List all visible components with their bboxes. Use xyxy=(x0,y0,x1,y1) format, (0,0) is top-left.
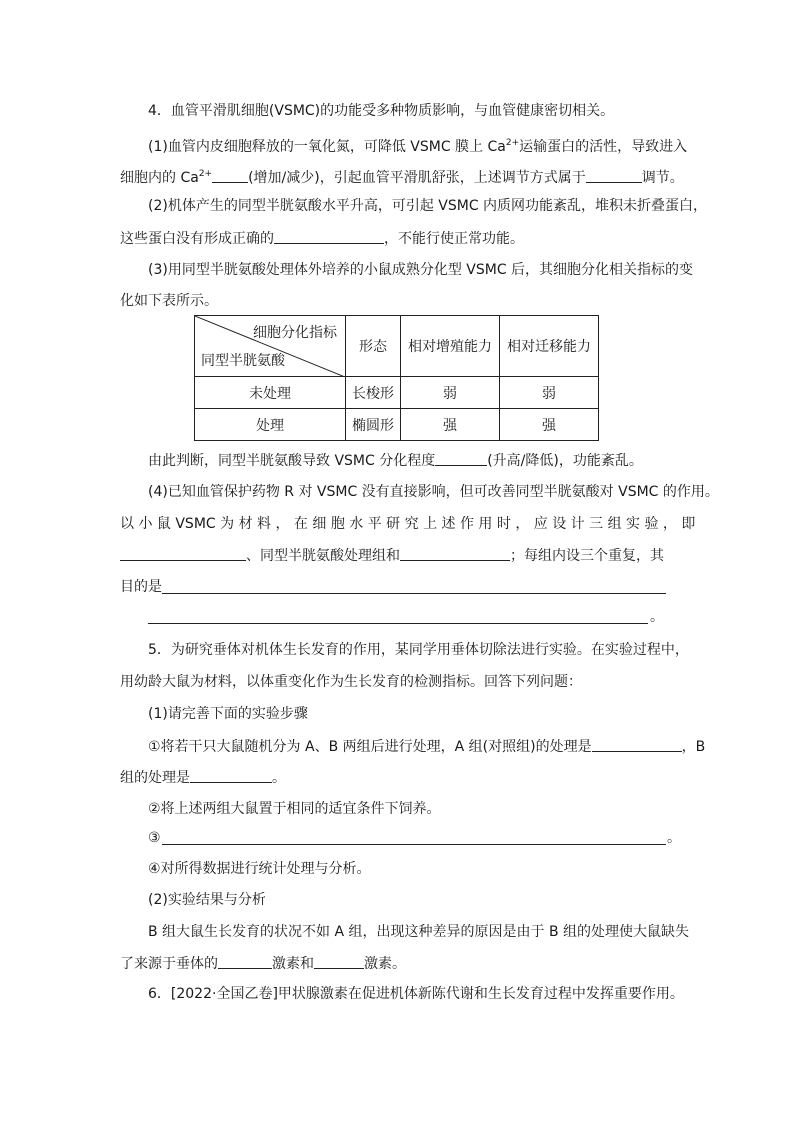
q4-part3-conclusion xyxy=(148,450,643,471)
q5-step2: ②将上述两组大鼠置于相同的适宜条件下饲养。 xyxy=(148,801,441,817)
superscript: 2+ xyxy=(505,138,520,148)
table-header: 相对迁移能力 xyxy=(500,316,599,377)
q5-result-text-b3: 激素。 xyxy=(364,956,406,972)
q5-step4: ④对所得数据进行统计处理与分析。 xyxy=(148,861,371,877)
answer-blank[interactable] xyxy=(274,228,384,244)
table-corner-cell xyxy=(195,316,346,377)
table-cell: 未处理 xyxy=(195,377,346,409)
corner-bottom-label: 同型半胱氨酸 xyxy=(201,353,285,369)
superscript: 2+ xyxy=(198,169,213,179)
table-cell: 处理 xyxy=(195,409,346,441)
answer-line[interactable] xyxy=(162,592,666,594)
answer-blank[interactable] xyxy=(120,545,246,561)
q4-part1-text-b3: 调节。 xyxy=(641,170,684,186)
corner-top-label: 细胞分化指标 xyxy=(253,325,337,341)
q4-part3-text-c1: 由此判断，同型半胱氨酸导致 VSMC 分化程度 xyxy=(148,453,436,469)
q4-part4-line3 xyxy=(120,545,664,566)
answer-blank[interactable] xyxy=(592,736,682,752)
answer-blank[interactable] xyxy=(314,953,364,969)
q4-part4-line1: (4)已知血管保护药物 R 对 VSMC 没有直接影响，但可改善同型半胱氨酸对 VSMC 的作用。 xyxy=(148,484,719,500)
q4-part2-line1: (2)机体产生的同型半胱氨酸水平升高，可引起 VSMC 内质网功能紊乱，堆积未折叠蛋白， xyxy=(148,198,708,214)
period: 。 xyxy=(667,830,681,846)
q4-part1-text-a2: 运输蛋白的活性，导致进入 xyxy=(519,139,688,155)
q5-step1-line1 xyxy=(148,736,705,757)
q4-part2-line2 xyxy=(120,228,524,249)
table-header-row xyxy=(195,316,599,377)
q5-intro-line2: 用幼龄大鼠为材料，以体重变化作为生长发育的检测指标。回答下列问题： xyxy=(120,674,582,690)
table-cell: 椭圆形 xyxy=(346,409,401,441)
q4-part3-line1: (3)用同型半胱氨酸处理体外培养的小鼠成熟分化型 VSMC 后，其细胞分化相关指标的变 xyxy=(148,262,694,278)
table-cell: 强 xyxy=(500,409,599,441)
q4-part3-line2: 化如下表所示。 xyxy=(120,293,218,309)
q4-part3-text-c2: (升高/降低)，功能紊乱。 xyxy=(487,453,643,469)
q5-result-text-b2: 激素和 xyxy=(272,956,314,972)
cell-differentiation-table xyxy=(194,315,599,441)
table-header: 形态 xyxy=(346,316,401,377)
q4-part1-line2 xyxy=(120,164,684,188)
q4-part1-text-b1: 细胞内的 Ca xyxy=(120,170,199,186)
table-row xyxy=(195,377,599,409)
q5-step1-line2 xyxy=(120,767,286,788)
q4-part4-text-c1: 、同型半胱氨酸处理组和 xyxy=(246,548,400,564)
q4-part2-text-b1: 这些蛋白没有形成正确的 xyxy=(120,231,274,247)
answer-blank[interactable] xyxy=(218,953,272,969)
answer-line[interactable] xyxy=(162,843,666,845)
answer-blank[interactable] xyxy=(435,450,487,466)
q4-intro: 4．血管平滑肌细胞(VSMC)的功能受多种物质影响，与血管健康密切相关。 xyxy=(148,103,615,119)
q4-part1-line1 xyxy=(148,133,687,157)
answer-blank[interactable] xyxy=(400,545,510,561)
table-row xyxy=(195,409,599,441)
q5-part1-heading: (1)请完善下面的实验步骤 xyxy=(148,706,308,722)
q4-part1-text-a: (1)血管内皮细胞释放的一氧化氮，可降低 VSMC 膜上 Ca xyxy=(148,139,506,155)
answer-blank[interactable] xyxy=(586,167,642,183)
q4-part4-text-c2: ；每组内设三个重复，其 xyxy=(510,548,664,564)
q4-part4-line2: 以 小 鼠 VSMC 为 材 料 ， 在 细 胞 水 平 研 究 上 述 作 用 时 ， 应 设 计 三 组 实 验 ， 即 xyxy=(120,516,696,532)
table-header: 相对增殖能力 xyxy=(401,316,500,377)
q4-part1-text-b2: (增加/减少)，引起血管平滑肌舒张，上述调节方式属于 xyxy=(248,170,586,186)
answer-blank[interactable] xyxy=(190,767,272,783)
q5-result-line1: B 组大鼠生长发育的状况不如 A 组，出现这种差异的原因是由于 B 组的处理使大鼠缺失 xyxy=(148,924,690,940)
q5-step1-text-a-end: ，B xyxy=(681,739,706,755)
q5-part2-heading: (2)实验结果与分析 xyxy=(148,892,266,908)
table-cell: 弱 xyxy=(500,377,599,409)
period: 。 xyxy=(650,609,664,625)
table-cell: 强 xyxy=(401,409,500,441)
q5-step1-text-a: ①将若干只大鼠随机分为 A、B 两组后进行处理，A 组(对照组)的处理是 xyxy=(148,739,592,755)
q5-result-text-b1: 了来源于垂体的 xyxy=(120,956,218,972)
answer-line[interactable] xyxy=(148,622,648,624)
q5-step3-marker: ③ xyxy=(148,830,161,846)
q5-result-line2 xyxy=(120,953,406,974)
q5-step1-text-b1: 组的处理是 xyxy=(120,770,190,786)
table-cell: 长梭形 xyxy=(346,377,401,409)
q4-part2-text-b2: ，不能行使正常功能。 xyxy=(384,231,524,247)
q4-part4-line4: 目的是 xyxy=(120,579,162,595)
table-cell: 弱 xyxy=(401,377,500,409)
answer-blank[interactable] xyxy=(212,167,248,183)
q5-intro-line1: 5．为研究垂体对机体生长发育的作用，某同学用垂体切除法进行实验。在实验过程中， xyxy=(148,642,689,658)
q6-text: 6．[2022·全国乙卷]甲状腺激素在促进机体新陈代谢和生长发育过程中发挥重要作用。 xyxy=(148,986,684,1002)
q5-step1-text-b2: 。 xyxy=(272,770,286,786)
